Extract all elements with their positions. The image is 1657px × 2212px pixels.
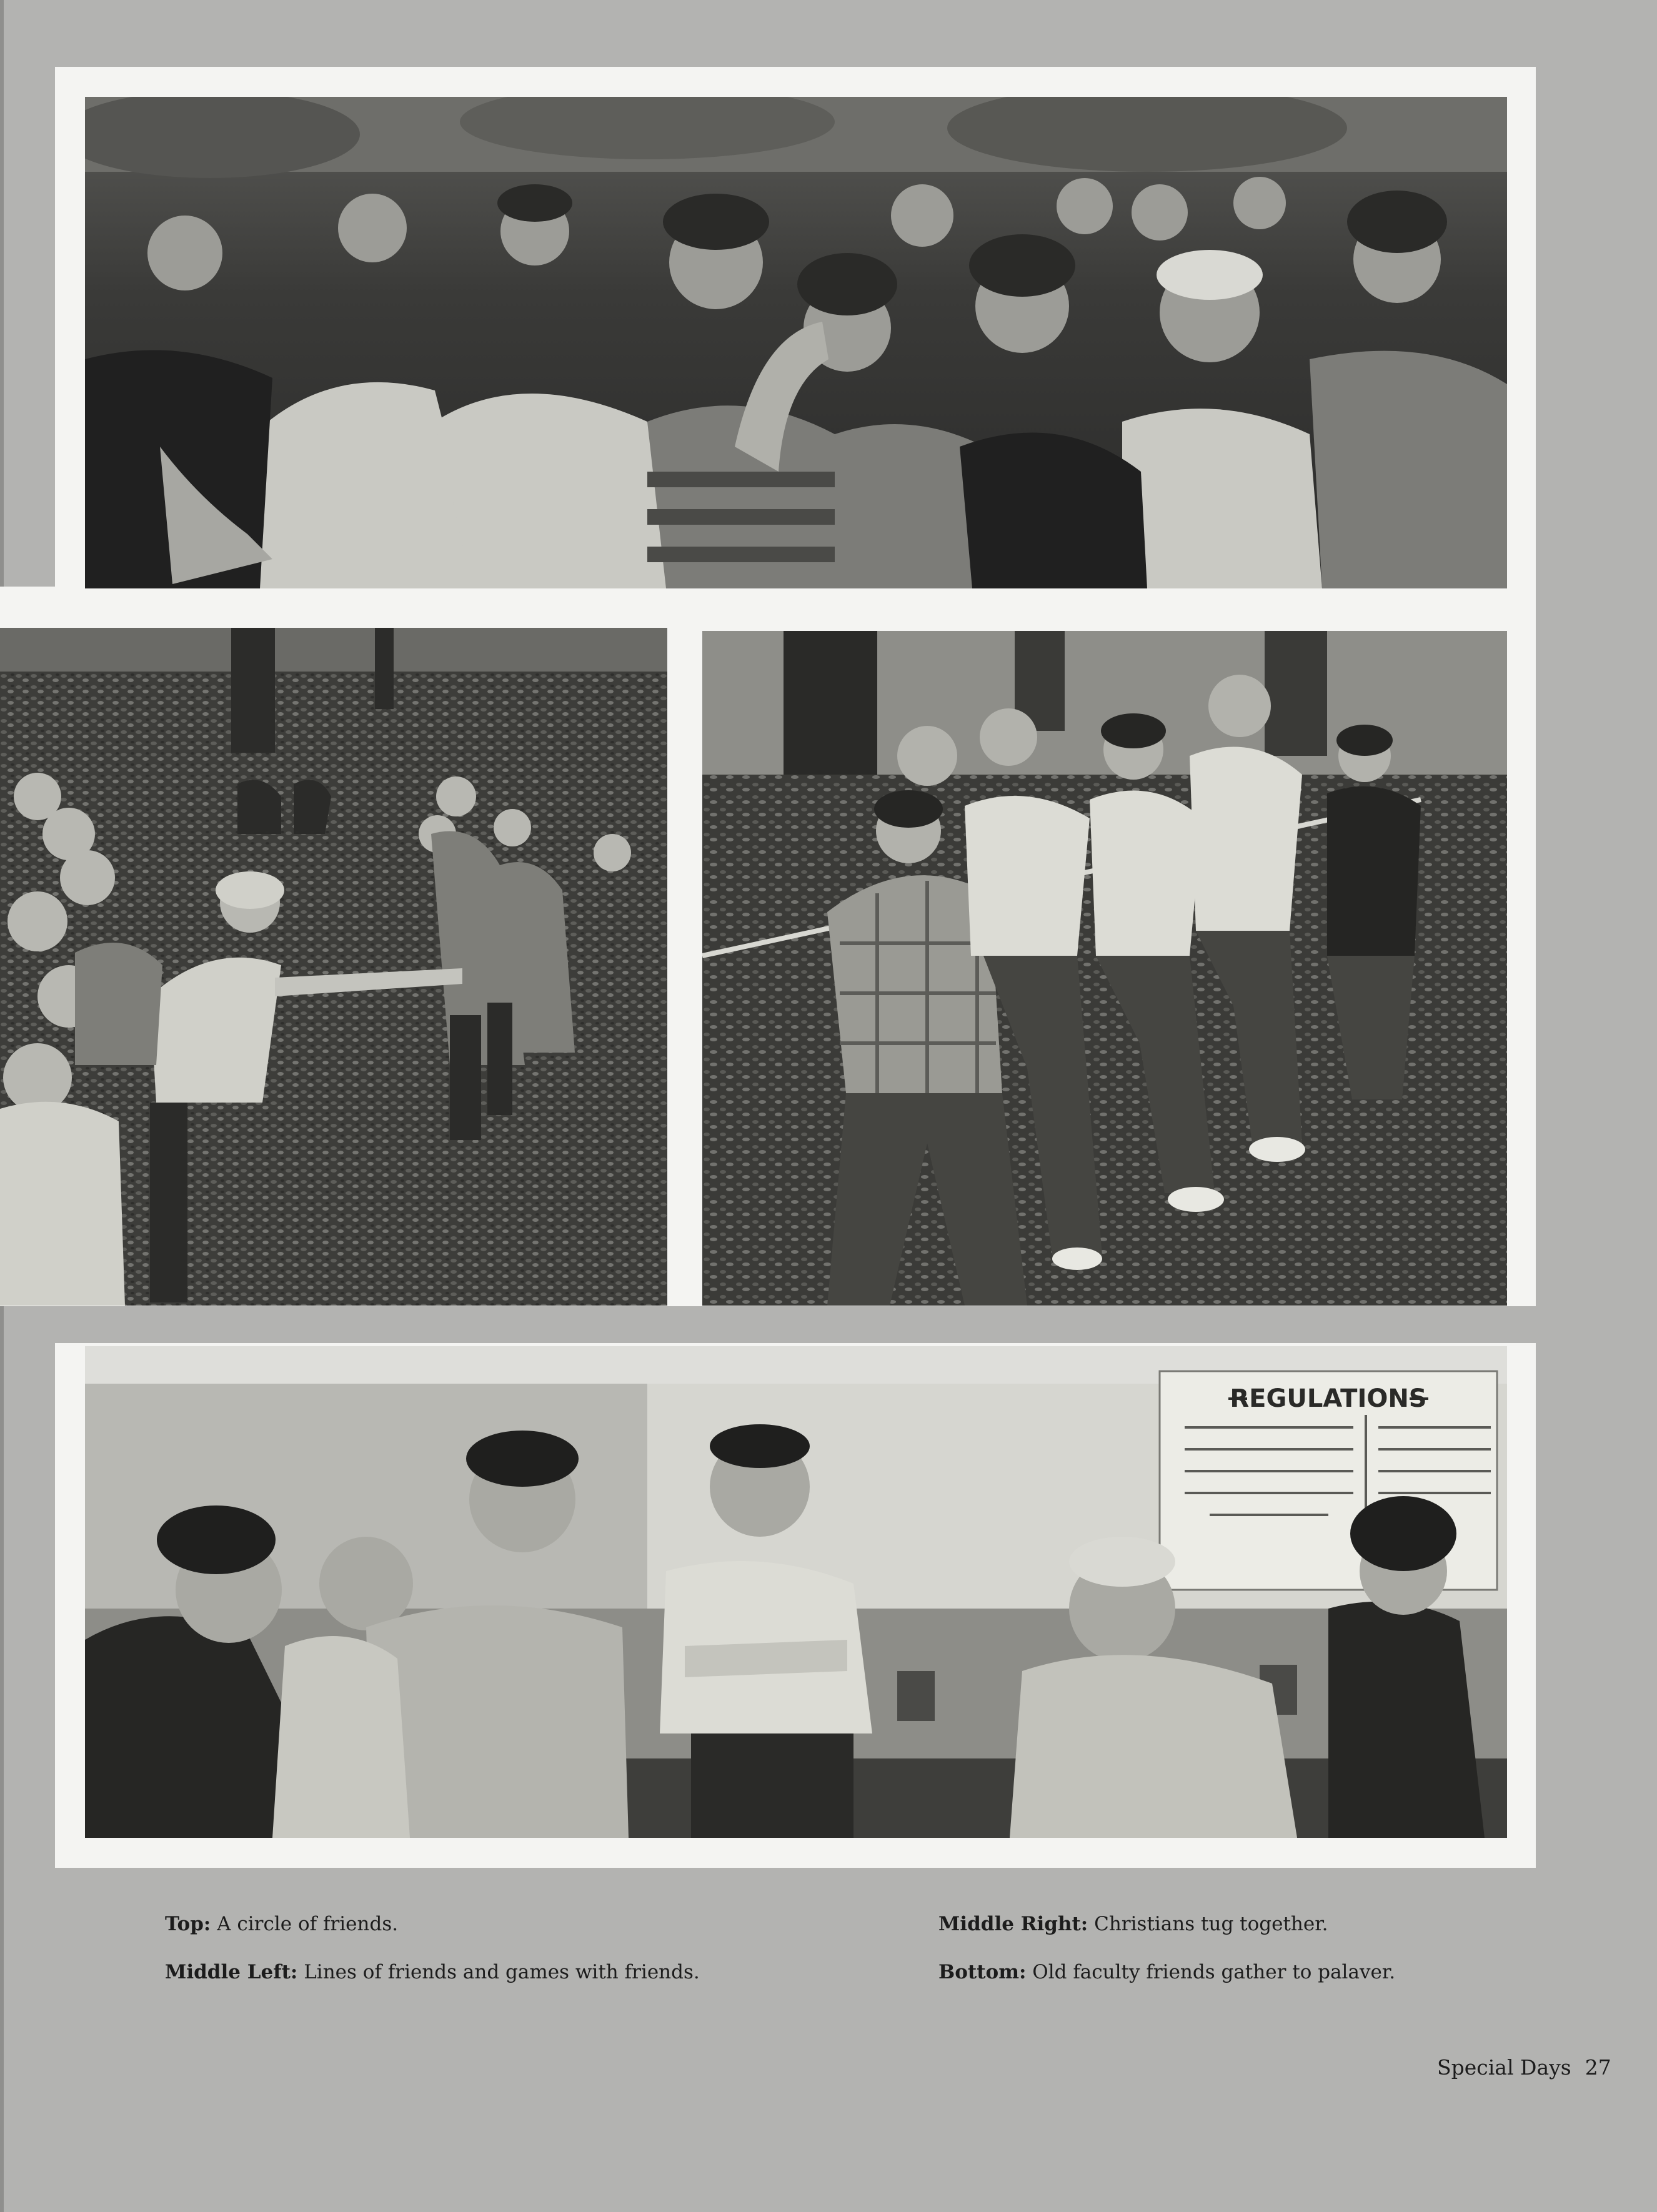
caption-top-label: Top: (165, 1913, 211, 1935)
page-folio (1437, 2055, 1611, 2080)
caption-bottom-label: Bottom: (938, 1961, 1027, 1983)
caption-top-text: A circle of friends. (211, 1913, 399, 1935)
photo-middle-right (702, 631, 1507, 1306)
folio-section: Special Days (1437, 2055, 1571, 2080)
caption-middle-left-label: Middle Left: (165, 1961, 298, 1983)
photo-top (85, 97, 1507, 588)
caption-bottom (938, 1961, 1395, 1983)
caption-middle-left (165, 1961, 700, 1983)
photo-middle-left (0, 628, 667, 1306)
caption-middle-left-text: Lines of friends and games with friends. (297, 1961, 700, 1983)
caption-middle-right-label: Middle Right: (938, 1913, 1088, 1935)
caption-middle-right-text: Christians tug together. (1088, 1913, 1328, 1935)
photo-bottom (85, 1346, 1507, 1838)
sign-title: REGULATIONS (1230, 1384, 1427, 1413)
caption-top (165, 1913, 398, 1935)
caption-bottom-text: Old faculty friends gather to palaver. (1026, 1961, 1396, 1983)
caption-middle-right (938, 1913, 1328, 1935)
folio-page-number: 27 (1585, 2055, 1611, 2080)
